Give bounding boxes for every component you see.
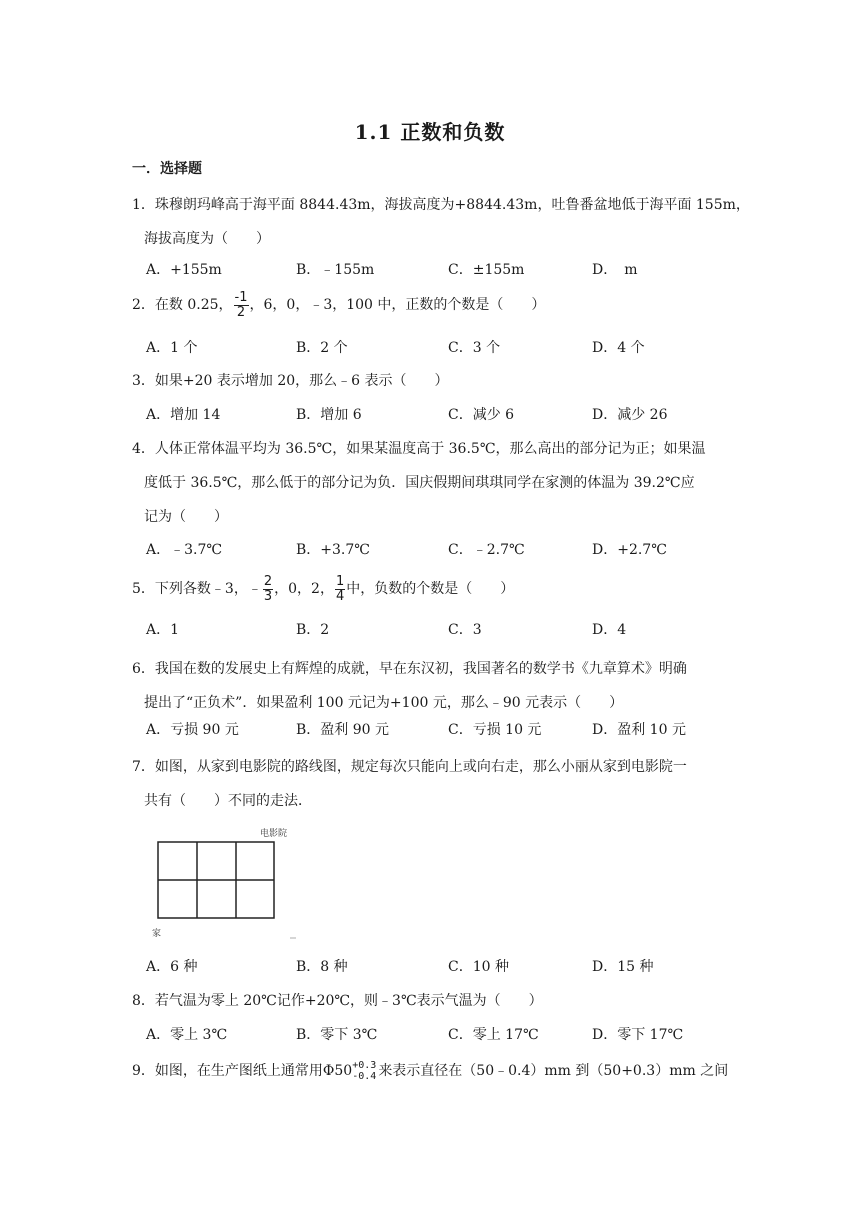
question-5	[132, 572, 732, 606]
cinema-label: 电影院	[260, 829, 288, 839]
option-c[interactable]: C．减少 6	[448, 407, 515, 423]
option-c[interactable]: C．10 种	[448, 959, 509, 975]
question-number: 5．	[132, 581, 155, 597]
options-6	[146, 719, 746, 749]
question-1	[132, 188, 750, 256]
question-text: 记为（ ）	[144, 509, 228, 525]
options-5	[146, 619, 746, 649]
route-grid-figure	[150, 822, 300, 942]
section-heading: 一．选择题	[132, 161, 202, 177]
fraction-numerator: -1	[234, 289, 248, 305]
question-text: 下列各数﹣3，﹣	[154, 581, 262, 597]
question-number: 1．	[132, 197, 155, 213]
option-c[interactable]: C．±155m	[448, 262, 525, 278]
question-number: 6．	[132, 661, 155, 677]
option-a[interactable]: A．零上 3℃	[146, 1027, 228, 1043]
question-number: 9．	[132, 1063, 155, 1079]
fraction-denominator: 2	[236, 304, 246, 320]
fraction-denominator: 4	[335, 588, 345, 604]
option-d[interactable]: D．+2.7℃	[592, 542, 667, 558]
question-6	[132, 652, 732, 720]
fraction	[234, 291, 249, 320]
option-b[interactable]: B．﹣155m	[296, 262, 375, 278]
options-1	[146, 259, 746, 289]
question-text: 如图，在生产图纸上通常用Φ50	[154, 1063, 353, 1079]
question-text: 度低于 36.5℃，那么低于的部分记为负．国庆假期间琪琪同学在家测的体温为 39.2℃应	[144, 475, 695, 491]
option-a[interactable]: A．﹣3.7℃	[146, 542, 223, 558]
question-2	[132, 288, 732, 322]
question-7	[132, 750, 732, 818]
home-label: 家	[152, 929, 162, 939]
fraction-numerator: 2	[263, 573, 273, 589]
question-number: 3．	[132, 373, 155, 389]
fraction	[335, 575, 345, 604]
question-text: 来表示直径在（50﹣0.4）mm 到（50+0.3）mm 之间	[378, 1063, 729, 1079]
option-c[interactable]: C．亏损 10 元	[448, 722, 542, 738]
option-a[interactable]: A．6 种	[146, 959, 198, 975]
question-text: 珠穆朗玛峰高于海平面 8844.43m，海拔高度为+8844.43m，吐鲁番盆地低于海平面 155m，	[154, 197, 750, 213]
option-b[interactable]: B．+3.7℃	[296, 542, 370, 558]
question-9	[132, 1054, 732, 1088]
fraction-numerator: 1	[335, 573, 345, 589]
question-text: 如果+20 表示增加 20，那么﹣6 表示（ ）	[154, 373, 449, 389]
option-d[interactable]: D．盈利 10 元	[592, 722, 686, 738]
options-3	[146, 404, 746, 434]
question-text: 如图，从家到电影院的路线图，规定每次只能向上或向右走，那么小丽从家到电影院一	[154, 759, 687, 775]
option-d[interactable]: D．4	[592, 622, 627, 638]
question-number: 7．	[132, 759, 155, 775]
option-a[interactable]: A．亏损 90 元	[146, 722, 239, 738]
option-b[interactable]: B．8 种	[296, 959, 348, 975]
question-text: 我国在数的发展史上有辉煌的成就，早在东汉初，我国著名的数学书《九章算术》明确	[154, 661, 687, 677]
option-a[interactable]: A．1	[146, 622, 180, 638]
question-text: 共有（ ）不同的走法．	[144, 793, 312, 809]
question-text: 中，负数的个数是（ ）	[346, 581, 515, 597]
options-8	[146, 1024, 746, 1054]
option-b[interactable]: B．零下 3℃	[296, 1027, 378, 1043]
question-3	[132, 364, 732, 398]
question-text: 在数 0.25，	[154, 297, 233, 313]
option-b[interactable]: B．2	[296, 622, 330, 638]
option-d[interactable]: D．4 个	[592, 340, 645, 356]
page-title: 1.1 正数和负数	[354, 120, 506, 144]
question-8	[132, 984, 732, 1018]
tolerance	[352, 1060, 376, 1082]
option-c[interactable]: C．零上 17℃	[448, 1027, 539, 1043]
option-c[interactable]: C．﹣2.7℃	[448, 542, 525, 558]
fraction-denominator: 3	[263, 588, 273, 604]
question-text: ，6，0，﹣3，100 中，正数的个数是（ ）	[249, 297, 546, 313]
route-grid	[150, 822, 300, 942]
options-4	[146, 539, 746, 569]
question-text: 若气温为零上 20℃记作+20℃，则﹣3℃表示气温为（ ）	[154, 993, 543, 1009]
tolerance-lower: -0.4	[352, 1071, 377, 1082]
options-7	[146, 956, 746, 986]
option-a[interactable]: A．1 个	[146, 340, 198, 356]
question-4	[132, 432, 732, 534]
option-d[interactable]: D．减少 26	[592, 407, 668, 423]
question-number: 4．	[132, 441, 155, 457]
option-b[interactable]: B．盈利 90 元	[296, 722, 390, 738]
option-a[interactable]: A．增加 14	[146, 407, 221, 423]
option-d[interactable]: D．零下 17℃	[592, 1027, 684, 1043]
option-c[interactable]: C．3	[448, 622, 482, 638]
fraction	[263, 575, 273, 604]
option-b[interactable]: B．增加 6	[296, 407, 362, 423]
option-c[interactable]: C．3 个	[448, 340, 501, 356]
question-text: ，0，2，	[274, 581, 334, 597]
question-number: 8．	[132, 993, 155, 1009]
question-text: 人体正常体温平均为 36.5℃，如果某温度高于 36.5℃，那么高出的部分记为正；如果温	[154, 441, 706, 457]
option-a[interactable]: A．+155m	[146, 262, 222, 278]
question-text: 提出了“正负术”．如果盈利 100 元记为+100 元，那么﹣90 元表示（ ）	[144, 695, 624, 711]
option-b[interactable]: B．2 个	[296, 340, 348, 356]
question-text: 海拔高度为（ ）	[144, 231, 270, 247]
option-d[interactable]: D．15 种	[592, 959, 654, 975]
tolerance-upper: +0.3	[352, 1060, 377, 1071]
options-2	[146, 337, 746, 367]
question-number: 2．	[132, 297, 155, 313]
option-d[interactable]: D． m	[592, 262, 638, 278]
